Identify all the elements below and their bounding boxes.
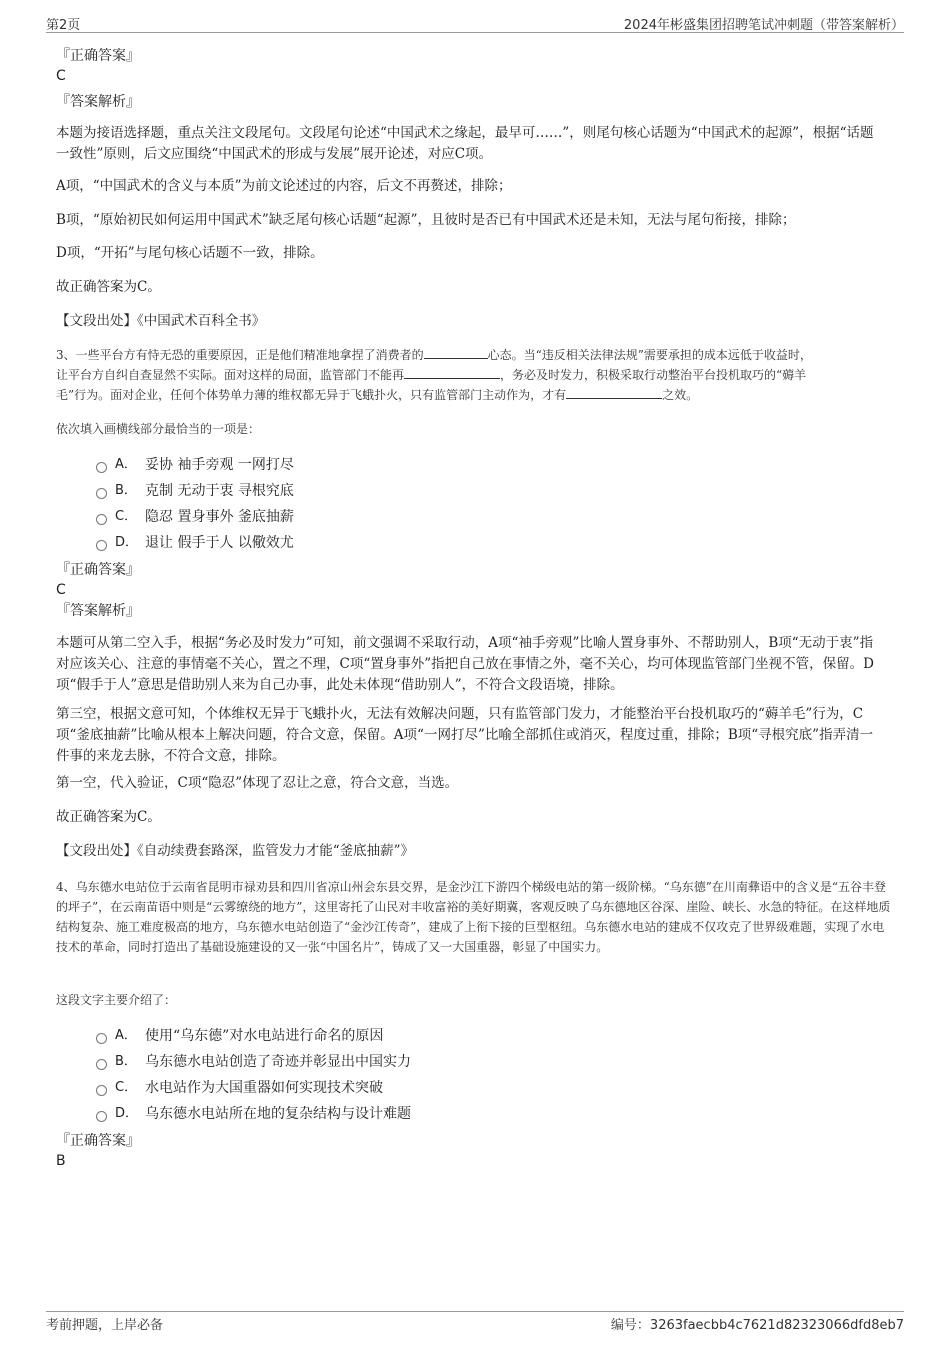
option-d[interactable]: D． 退让 假手于人 以儆效尤 (96, 533, 294, 553)
analysis-paragraph: 第一空，代入验证，C项“隐忍”体现了忍让之意，符合文意，当选。 (56, 775, 459, 791)
header-divider (46, 32, 904, 33)
radio-icon[interactable] (96, 488, 107, 499)
analysis-paragraph: 第三空，根据文意可知，个体维权无异于飞蛾扑火，无法有效解决问题，只有监管部门发力，才能整治平台投机取巧的“薅羊毛”行为，C项“釜底抽薪”比喻从根本上解决问题，符合文意，保留。A项“一网打尽”比喻全部抓住或消灭，程度过重，排除；B项“寻根究底”指弄清一件事的来龙去脉，不符合文意，排除。 (56, 706, 874, 764)
answer-value: C (56, 582, 66, 598)
radio-icon[interactable] (96, 1059, 107, 1070)
answer-label: 『正确答案』 (56, 1133, 140, 1149)
document-title: 2024年彬盛集团招聘笔试冲刺题（带答案解析） (623, 18, 904, 33)
answer-value: B (56, 1153, 66, 1169)
option-a[interactable]: A． 使用“乌东德”对水电站进行命名的原因 (96, 1026, 383, 1046)
radio-icon[interactable] (96, 514, 107, 525)
radio-icon[interactable] (96, 1111, 107, 1122)
question-stem: 依次填入画横线部分最恰当的一项是： (56, 422, 261, 436)
fill-blank (566, 385, 662, 399)
question-stem: 这段文字主要介绍了： (56, 993, 177, 1007)
option-c[interactable]: C． 水电站作为大国重器如何实现技术突破 (96, 1078, 383, 1098)
analysis-label: 『答案解析』 (56, 94, 140, 110)
answer-label: 『正确答案』 (56, 48, 140, 64)
radio-icon[interactable] (96, 1085, 107, 1096)
radio-icon[interactable] (96, 540, 107, 551)
footer-slogan: 考前押题，上岸必备 (46, 1318, 164, 1333)
analysis-paragraph: 故正确答案为C。 (56, 279, 161, 295)
page-number: 第2页 (46, 18, 81, 33)
analysis-paragraph: 本题为接语选择题，重点关注文段尾句。文段尾句论述“中国武术之缘起，最早可……”，则尾句核心话题为“中国武术的起源”，根据“话题一致性”原则，后文应围绕“中国武术的形成与发展”展开论述，对应C项。 (56, 125, 874, 162)
analysis-paragraph: A项，“中国武术的含义与本质”为前文论述过的内容，后文不再赘述，排除； (56, 178, 512, 194)
radio-icon[interactable] (96, 462, 107, 473)
answer-label: 『正确答案』 (56, 562, 140, 578)
option-b[interactable]: B． 乌东德水电站创造了奇迹并彰显出中国实力 (96, 1052, 411, 1072)
analysis-label: 『答案解析』 (56, 603, 140, 619)
answer-value: C (56, 68, 66, 84)
fill-blank (424, 345, 488, 359)
question-3-text: 3、一些平台方有恃无恐的重要原因，正是他们精准地拿捏了消费者的 心态。当“违反相关法律法规”需要承担的成本远低于收益时， 让平台方自纠自查显然不实际。面对这样的局面，监管部门不能再 ，务必及时发力，积极采取行动整治平台投机取巧的“薅羊 毛”行为。面对企业，任何个体势单力薄的维权都无异于飞蛾扑火，只有监管部门主动作为，才有 之效。 (56, 345, 894, 405)
analysis-paragraph: D项，“开拓”与尾句核心话题不一致，排除。 (56, 245, 324, 261)
footer-divider (46, 1311, 904, 1312)
page-header (46, 14, 904, 32)
fill-blank (404, 365, 500, 379)
option-d[interactable]: D． 乌东德水电站所在地的复杂结构与设计难题 (96, 1104, 411, 1124)
option-a[interactable]: A． 妥协 袖手旁观 一网打尽 (96, 455, 294, 475)
analysis-paragraph: 故正确答案为C。 (56, 809, 161, 825)
source-citation: 【文段出处】《中国武术百科全书》 (56, 313, 266, 329)
radio-icon[interactable] (96, 1033, 107, 1044)
analysis-paragraph: 本题可从第二空入手，根据“务必及时发力”可知，前文强调不采取行动，A项“袖手旁观”比喻人置身事外、不帮助别人，B项“无动于衷”指对应该关心、注意的事情毫不关心，置之不理，C项“置身事外”指把自己放在事情之外，毫不关心，均可体现监管部门坐视不管，保留。D项“假手于人”意思是借助别人来为自己办事，此处未体现“借助别人”，不符合文段语境，排除。 (56, 635, 874, 693)
question-4-text: 4、乌东德水电站位于云南省昆明市禄劝县和四川省凉山州会东县交界，是金沙江下游四个梯级电站的第一级阶梯。“乌东德”在川南彝语中的含义是“五谷丰登的坪子”，在云南苗语中则是“云雾缭绕的地方”，这里寄托了山民对丰收富裕的美好期冀，客观反映了乌东德地区谷深、崖险、峡长、水急的特征。在这样地质结构复杂、施工难度极高的地方，乌东德水电站创造了“金沙江传奇”，建成了上衔下接的巨型枢纽。乌东德水电站的建成不仅攻克了世界级难题，实现了水电技术的革命，同时打造出了基础设施建设的又一张“中国名片”，铸成了又一大国重器，彰显了中国实力。 (56, 880, 891, 954)
option-c[interactable]: C． 隐忍 置身事外 釜底抽薪 (96, 507, 294, 527)
page-footer (46, 1314, 904, 1332)
option-b[interactable]: B． 克制 无动于衷 寻根究底 (96, 481, 294, 501)
document-code: 编号：3263faecbb4c7621d82323066dfd8eb7 (610, 1318, 904, 1333)
analysis-paragraph: B项，“原始初民如何运用中国武术”缺乏尾句核心话题“起源”，且彼时是否已有中国武术还是未知，无法与尾句衔接，排除； (56, 212, 796, 228)
source-citation: 【文段出处】《自动续费套路深，监管发力才能“釜底抽薪”》 (56, 843, 415, 859)
